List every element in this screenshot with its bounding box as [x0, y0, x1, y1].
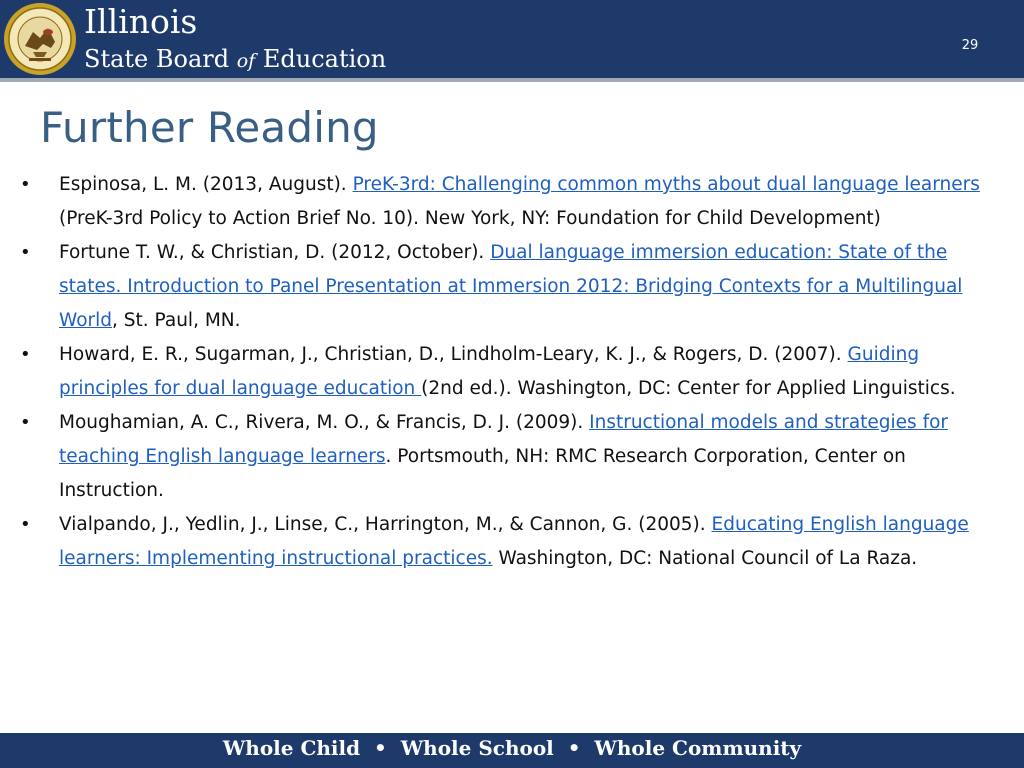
reference-source: . Portsmouth, NH: RMC Research Corporation, Center on Instruction. — [59, 446, 906, 501]
org-name-education: Education — [255, 45, 387, 73]
reference-link-instructional-models[interactable]: Instructional models and strategies for teaching English language learners — [59, 412, 949, 467]
reference-item — [20, 508, 995, 576]
reference-item — [20, 338, 995, 406]
reference-source: (PreK-3rd Policy to Action Brief No. 10). New York, NY: Foundation for Child Development) — [59, 208, 881, 229]
reference-citation: Moughamian, A. C., Rivera, M. O., & Francis, D. J. (2009). — [59, 412, 590, 433]
reference-link-prek3rd[interactable]: PreK-3rd: Challenging common myths about dual language learners — [352, 174, 980, 195]
reference-list — [20, 168, 995, 576]
reference-source: Washington, DC: National Council of La Raza. — [492, 548, 918, 569]
reference-item — [20, 236, 995, 338]
reference-citation: Fortune T. W., & Christian, D. (2012, October). — [59, 242, 491, 263]
org-name-line-2 — [84, 44, 386, 76]
bullet-dot: • — [20, 174, 31, 195]
reference-item — [20, 406, 995, 508]
reference-link-educating-ell[interactable]: Educating English language learners: Implementing instructional practices. — [59, 514, 969, 569]
org-name-state-board: State Board — [84, 45, 237, 73]
bullet-dot: • — [20, 514, 31, 535]
org-name-of: of — [236, 50, 256, 72]
reference-citation: Vialpando, J., Yedlin, J., Linse, C., Harrington, M., & Cannon, G. (2005). — [59, 514, 712, 535]
footer-tagline: Whole Child • Whole School • Whole Community — [222, 736, 802, 760]
reference-citation: Howard, E. R., Sugarman, J., Christian, D., Lindholm-Leary, K. J., & Rogers, D. (2007). — [59, 344, 848, 365]
reference-source: (2nd ed.). Washington, DC: Center for Applied Linguistics. — [421, 378, 956, 399]
reference-source: , St. Paul, MN. — [112, 310, 241, 331]
bullet-dot: • — [20, 344, 31, 365]
reference-item — [20, 168, 995, 236]
bullet-dot: • — [20, 242, 31, 263]
reference-link-guiding-principles[interactable]: Guiding principles for dual language education — [59, 344, 920, 399]
reference-link-dual-language-immersion[interactable]: Dual language immersion education: State of the states. Introduction to Panel Presentation at Immersion 2012: Bridging Contexts for a Multilingual World — [59, 242, 963, 331]
page-number: 29 — [961, 38, 979, 53]
page-title: Further Reading — [40, 103, 379, 152]
footer-bar — [0, 733, 1024, 768]
org-name-line-1: Illinois — [84, 2, 198, 41]
header-divider — [0, 78, 1024, 82]
bullet-dot: • — [20, 412, 31, 433]
state-seal-icon — [3, 2, 77, 76]
reference-citation: Espinosa, L. M. (2013, August). — [59, 174, 353, 195]
header-bar — [0, 0, 1024, 78]
